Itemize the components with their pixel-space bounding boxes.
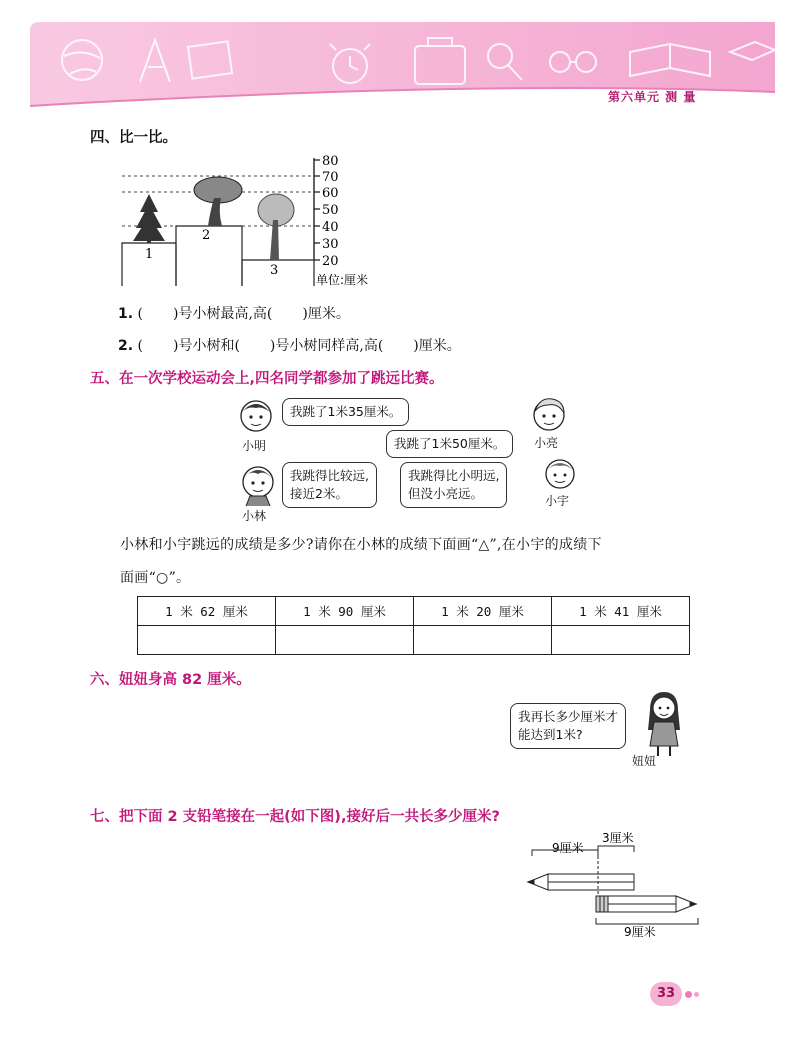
option-cell: 1 米 62 厘米 (138, 597, 276, 626)
speech-bubble-niuniu: 我再长多少厘米才 能达到1米? (510, 703, 626, 749)
page-number: 33 (650, 982, 682, 1006)
speech-bubble-xiaoyu: 我跳得比小明远, 但没小亮远。 (400, 462, 507, 508)
table-row (138, 597, 690, 626)
pencil-2 (596, 896, 696, 912)
decor-dot (685, 991, 692, 998)
answer-cell[interactable] (138, 626, 276, 655)
label-3cm: 3厘米 (602, 831, 634, 845)
answer-cell[interactable] (276, 626, 414, 655)
name-xiaoming: 小明 (242, 439, 267, 453)
tree-3-icon (258, 194, 294, 260)
name-niuniu: 妞妞 (632, 754, 657, 768)
tick-40: 40 (322, 220, 339, 235)
speech-bubble-xiaoming: 我跳了1米35厘米。 (282, 398, 409, 426)
speech-bubble-xiaolin: 我跳得比较远, 接近2米。 (282, 462, 377, 508)
pencil-1 (528, 874, 634, 890)
answer-cell[interactable] (552, 626, 690, 655)
label-9cm-top: 9厘米 (552, 841, 584, 855)
question-4-2: 2. ( )号小树和( )号小树同样高,高( )厘米。 (118, 338, 461, 354)
tick-20: 20 (322, 254, 339, 269)
tick-30: 30 (322, 237, 339, 252)
box-label-1: 1 (145, 247, 154, 262)
unit-note: 单位:厘米 (316, 273, 369, 287)
question-4-1: 1. ( )号小树最高,高( )厘米。 (118, 306, 350, 322)
tick-60: 60 (322, 186, 339, 201)
option-cell: 1 米 41 厘米 (552, 597, 690, 626)
name-xiaoyu: 小宇 (545, 494, 570, 508)
name-xiaoliang: 小亮 (534, 436, 559, 450)
name-xiaolin: 小林 (242, 509, 267, 523)
tree-height-chart (118, 150, 398, 290)
decor-dot (694, 992, 699, 997)
section-6-title: 六、妞妞身高 82 厘米。 (90, 672, 251, 688)
tick-50: 50 (322, 203, 339, 218)
speech-bubble-xiaoliang: 我跳了1米50厘米。 (386, 430, 513, 458)
question-5-line-2: 面画“○”。 (120, 570, 191, 586)
table-row (138, 626, 690, 655)
box-label-3: 3 (270, 263, 279, 278)
options-table (137, 596, 690, 655)
boy-xiaoming-avatar (236, 396, 276, 436)
section-7-title: 七、把下面 2 支铅笔接在一起(如下图),接好后一共长多少厘米? (90, 809, 500, 825)
pencils-diagram (520, 828, 710, 940)
box-label-2: 2 (202, 228, 211, 243)
tick-70: 70 (322, 170, 339, 185)
question-5-line-1: 小林和小宇跳远的成绩是多少?请你在小林的成绩下面画“△”,在小宇的成绩下 (120, 537, 602, 553)
section-4-title: 四、比一比。 (90, 130, 177, 146)
boy-xiaolin-avatar (236, 462, 280, 508)
option-cell: 1 米 90 厘米 (276, 597, 414, 626)
tick-80: 80 (322, 154, 339, 169)
dimension-bottom (596, 918, 698, 924)
boy-xiaoyu-avatar (540, 456, 580, 490)
label-9cm-bottom: 9厘米 (624, 925, 656, 939)
tree-2-icon (194, 177, 242, 226)
section-5-title: 五、在一次学校运动会上,四名同学都参加了跳远比赛。 (90, 371, 444, 387)
option-cell: 1 米 20 厘米 (414, 597, 552, 626)
answer-cell[interactable] (414, 626, 552, 655)
girl-niuniu-avatar (644, 690, 684, 758)
pine-tree-icon (133, 194, 165, 243)
dimension-top-right (598, 846, 634, 852)
boy-xiaoliang-avatar (528, 395, 570, 435)
unit-label: 第六单元 测 量 (608, 90, 697, 104)
